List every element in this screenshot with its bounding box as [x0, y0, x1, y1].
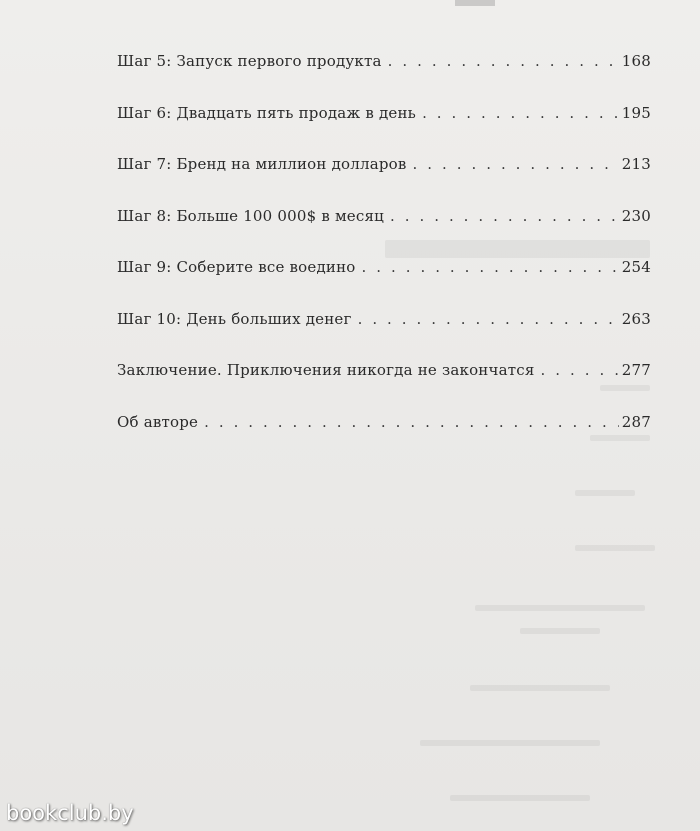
toc-entry-page: 213: [621, 155, 651, 173]
toc-entry-title: Шаг 5: Запуск первого продукта: [117, 52, 382, 70]
show-through-mark: [470, 685, 610, 691]
toc-entry-page: 254: [621, 258, 651, 276]
toc-entry-step-6: [117, 104, 651, 156]
toc-leader-dots: [413, 155, 619, 173]
toc-entry-title: Шаг 10: День больших денег: [117, 309, 352, 328]
toc-entry-page: 277: [621, 361, 651, 379]
toc-leader-dots: [358, 310, 619, 328]
show-through-mark: [575, 545, 655, 551]
toc-entry-step-8: [117, 207, 651, 259]
show-through-mark: [520, 628, 600, 634]
toc-leader-dots: [362, 258, 619, 276]
toc-entry-step-9: [117, 258, 651, 310]
toc-entry-conclusion: [117, 361, 651, 413]
toc-entry-page: 168: [621, 52, 651, 70]
toc-leader-dots: [390, 207, 619, 225]
toc-entry-page: 230: [621, 206, 651, 225]
toc-entry-title: Заключение. Приключения никогда не закончатся: [117, 361, 535, 379]
toc-leader-dots: [422, 104, 619, 122]
toc-entry-page: 195: [621, 103, 651, 122]
toc-entry-title: Шаг 9: Соберите все воедино: [117, 258, 356, 276]
toc-entry-title: Об авторе: [117, 412, 199, 431]
toc-entry-step-10: [117, 310, 651, 362]
show-through-mark: [575, 490, 635, 496]
show-through-mark: [450, 795, 590, 801]
show-through-mark: [475, 605, 645, 611]
page-edge-mark: [455, 0, 495, 6]
toc-leader-dots: [541, 361, 619, 379]
toc-entry-title: Шаг 8: Больше 100 000$ в месяц: [117, 206, 384, 225]
toc-entry-page: 263: [621, 309, 651, 328]
site-watermark: bookclub.by: [6, 801, 134, 825]
show-through-mark: [420, 740, 600, 746]
toc-entry-title: Шаг 7: Бренд на миллион долларов: [117, 155, 407, 173]
toc-entry-page: 287: [621, 412, 651, 431]
toc-entry-step-5: [117, 52, 651, 104]
toc-leader-dots: [388, 52, 619, 70]
toc-entry-step-7: [117, 155, 651, 207]
toc-entry-about-author: [117, 413, 651, 465]
toc-leader-dots: [204, 413, 619, 431]
toc-entry-title: Шаг 6: Двадцать пять продаж в день: [117, 103, 417, 122]
table-of-contents: [117, 52, 651, 464]
